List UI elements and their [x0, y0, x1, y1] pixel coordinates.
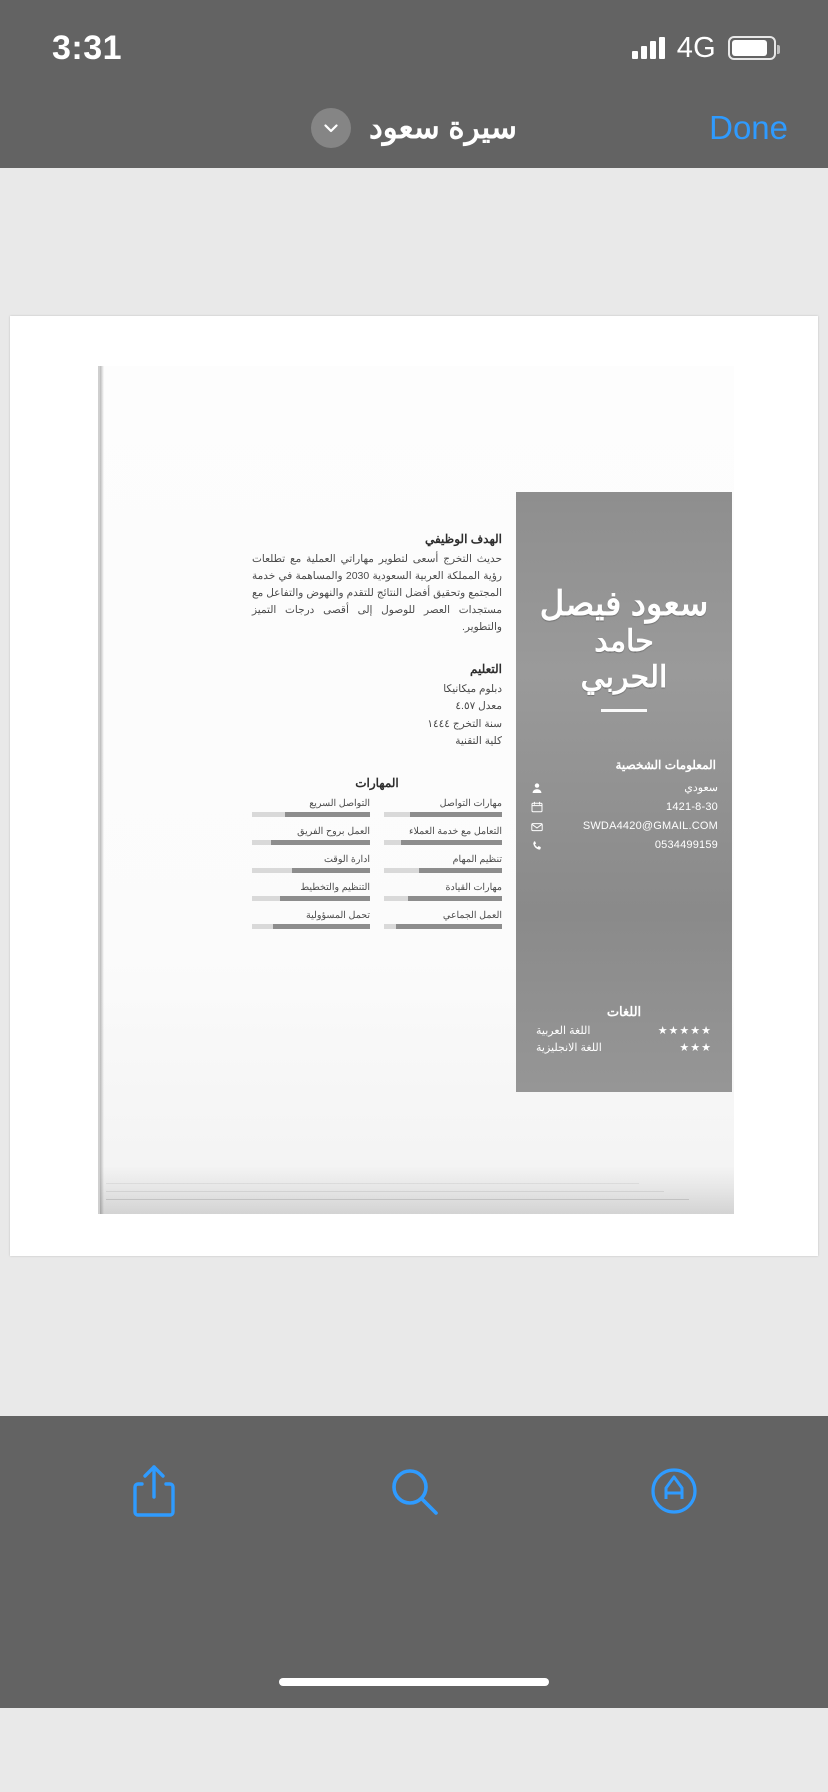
languages-title: اللغات [606, 1004, 642, 1020]
skill-label: مهارات التواصل [439, 798, 502, 810]
share-button[interactable] [99, 1443, 209, 1543]
contact-value: 0534499159 [654, 839, 718, 852]
skill-bar [252, 812, 370, 817]
person-icon [530, 782, 543, 795]
skills-title: المهارات [355, 776, 399, 791]
skill-label: التواصل السريع [309, 798, 370, 810]
document-page [10, 316, 818, 1256]
resume-name [530, 584, 718, 695]
status-indicators [632, 32, 776, 65]
education-title: التعليم [470, 662, 502, 676]
skill-item [384, 854, 502, 873]
language-row-arabic [530, 1024, 718, 1037]
education-line: سنة التخرج ١٤٤٤ [427, 717, 502, 730]
skill-bar [384, 896, 502, 901]
document-viewer[interactable] [0, 168, 828, 1416]
language-label: اللغة العربية [536, 1025, 591, 1038]
contact-list [530, 780, 718, 854]
skill-item [384, 798, 502, 817]
skill-label: التنظيم والتخطيط [300, 882, 370, 894]
skill-bar [384, 812, 502, 817]
scanned-resume [98, 366, 734, 1214]
bottom-toolbar [0, 1416, 828, 1708]
education-line: معدل ٤.٥٧ [455, 700, 502, 713]
name-divider [601, 709, 647, 712]
skill-item [384, 910, 502, 929]
objective-section [252, 532, 502, 636]
skill-item [252, 826, 370, 845]
battery-icon [728, 36, 776, 60]
resume-main-column [252, 532, 502, 964]
education-line: كلية التقنية [455, 734, 502, 747]
contact-row-nationality [530, 780, 718, 797]
language-rating: ★★★★★ [657, 1025, 712, 1038]
skill-label: تنظيم المهام [452, 854, 502, 866]
skill-bar [252, 896, 370, 901]
home-indicator[interactable] [279, 1678, 549, 1686]
search-button[interactable] [359, 1443, 469, 1543]
contact-value: سعودي [684, 781, 718, 794]
skill-item [252, 798, 370, 817]
share-icon [131, 1463, 177, 1524]
skills-grid [252, 798, 502, 938]
objective-title: الهدف الوظيفي [424, 532, 502, 546]
page-title: سيرة سعود [368, 110, 518, 145]
skill-item [384, 882, 502, 901]
signal-bars-icon [632, 37, 665, 59]
status-time: 3:31 [52, 28, 123, 67]
contact-row-phone [530, 837, 718, 854]
status-bar [0, 0, 828, 88]
contact-row-email [530, 818, 718, 835]
resume-name-line-2: حامد [594, 625, 654, 659]
network-type-label: 4G [676, 31, 716, 64]
skill-bar [384, 840, 502, 845]
skill-label: مهارات القيادة [445, 882, 502, 894]
skill-label: تحمل المسؤولية [306, 910, 370, 922]
resume-sidebar-panel [516, 492, 732, 1092]
mail-icon [530, 820, 543, 833]
resume-name-line-3: الحربي [580, 660, 668, 694]
skill-bar [384, 868, 502, 873]
toolbar-buttons [0, 1438, 828, 1548]
language-rating: ★★★ [679, 1042, 712, 1055]
skill-bar [252, 924, 370, 929]
skill-item [252, 882, 370, 901]
skill-item [384, 826, 502, 845]
skill-bar [252, 868, 370, 873]
skill-item [252, 854, 370, 873]
language-label: اللغة الانجليزية [536, 1042, 602, 1055]
skill-label: العمل بروح الفريق [297, 826, 370, 838]
contact-row-birthdate [530, 799, 718, 816]
skill-label: ادارة الوقت [323, 854, 370, 866]
skill-label: العمل الجماعي [442, 910, 502, 922]
navigation-bar [0, 88, 828, 168]
skills-section [252, 776, 502, 938]
personal-info-title: المعلومات الشخصية [615, 757, 716, 772]
objective-text: حديث التخرج أسعى لتطوير مهاراتي العملية مع تطلعات رؤية المملكة العربية السعودية 2030 والمساهمة في خدمة المجتمع وتحقيق أفضل النتائج للتقدم والنهوض والتفاعل مع مستجدات العصر للوصول إلى أقصى درجات التميز والتطوير. [252, 553, 502, 633]
chevron-down-icon[interactable] [311, 108, 351, 148]
calendar-icon [530, 801, 543, 814]
language-row-english [530, 1041, 718, 1054]
markup-button[interactable] [619, 1443, 729, 1543]
skill-bar [384, 924, 502, 929]
contact-value: SWDA4420@GMAIL.COM [582, 819, 718, 832]
done-button[interactable]: Done [709, 109, 788, 146]
education-line: دبلوم ميكانيكا [443, 683, 502, 695]
search-icon [386, 1463, 442, 1524]
skill-item [252, 910, 370, 929]
skill-label: التعامل مع خدمة العملاء [408, 826, 502, 838]
education-section [252, 662, 502, 750]
contact-value: 1421-8-30 [666, 800, 718, 813]
paper-shadow [100, 1166, 734, 1214]
skills-column-left [252, 798, 370, 938]
skills-column-right [384, 798, 502, 938]
skill-bar [252, 840, 370, 845]
title-group[interactable] [311, 108, 517, 148]
resume-name-line-1: سعود فيصل [539, 585, 709, 623]
phone-icon [530, 839, 543, 852]
markup-pen-icon [646, 1463, 702, 1524]
